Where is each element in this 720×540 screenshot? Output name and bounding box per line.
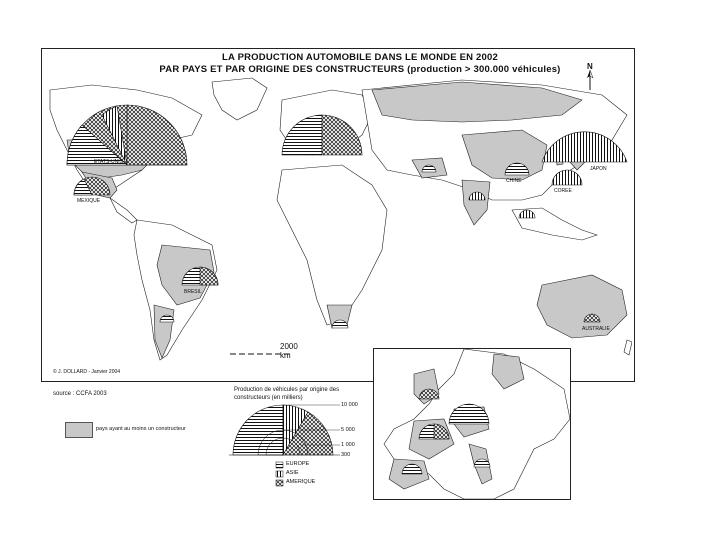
legend-value-300: 300 (341, 452, 351, 458)
credit-text: © J. DOLLARD - Janvier 2004 (53, 369, 121, 375)
pie-legend-graphic (228, 400, 370, 500)
europe-inset-graphic (374, 349, 570, 499)
legend-cat-amerique: AMERIQUE (286, 479, 316, 485)
landmass-central-america (110, 198, 137, 223)
legend-value-1000: 1 000 (341, 442, 355, 448)
legend-value-5000: 5 000 (341, 427, 355, 433)
label-brazil: BRESIL (184, 289, 202, 295)
pie-legend (228, 380, 370, 495)
legend-cat-europe: EUROPE (286, 461, 310, 467)
label-mexico: MEXIQUE (77, 198, 101, 204)
world-map (42, 60, 632, 380)
producer-country-label: pays ayant au moins un constructeur (96, 426, 186, 432)
scale-label: 2000 km (280, 342, 298, 360)
europe-inset-map (373, 348, 571, 500)
producer-country-swatch (65, 422, 93, 438)
label-usa: ETATS-UNIS (94, 159, 123, 165)
landmass-greenland (212, 78, 267, 120)
label-china: CHINE (506, 178, 522, 184)
landmass-africa (277, 165, 387, 325)
landmass-new-zealand (624, 340, 632, 355)
source-text: source : CCFA 2003 (53, 391, 107, 397)
legend-cat-asie: ASIE (286, 470, 299, 476)
north-letter: N (587, 62, 593, 71)
landmass-india (462, 180, 490, 225)
legend-value-10000: 10 000 (341, 402, 358, 408)
label-korea: COREE (554, 188, 572, 194)
map-title-line1: LA PRODUCTION AUTOMOBILE DANS LE MONDE EN 2002 (222, 52, 498, 63)
label-japan: JAPON (590, 166, 607, 172)
legend-title: Production de véhicules par origine des constructeurs (en milliers) (234, 387, 340, 401)
map-title-line2: PAR PAYS ET PAR ORIGINE DES CONSTRUCTEURS (production > 300.000 véhicules) (159, 64, 561, 75)
label-australia: AUSTRALIE (582, 326, 610, 332)
